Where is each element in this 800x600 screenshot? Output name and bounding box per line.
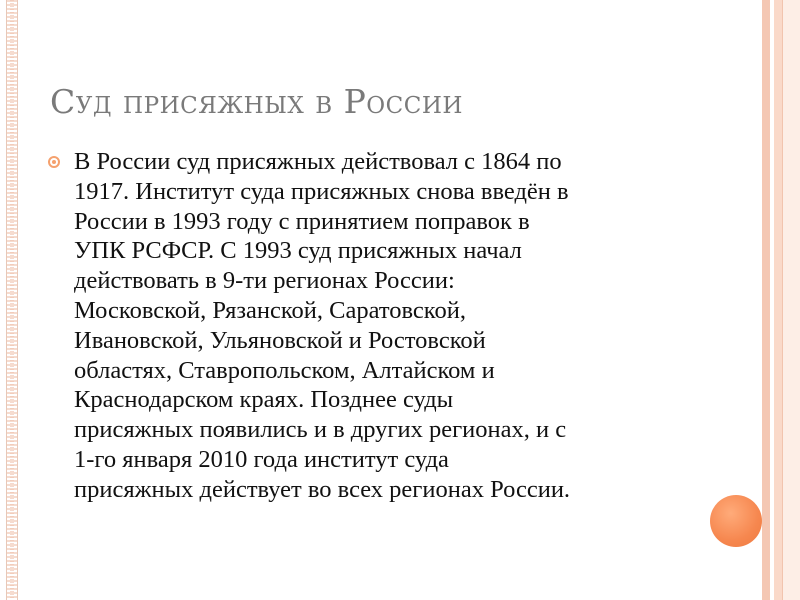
text-line: В России суд присяжных действовал с 1864 по [74, 148, 562, 175]
stripe [774, 0, 782, 600]
text-line: Ивановской, Ульяновской и Ростовской [74, 326, 486, 354]
slide-content [48, 147, 698, 505]
right-decorative-stripes [762, 0, 800, 600]
bullet-text [74, 147, 694, 505]
left-decorative-border [6, 0, 18, 600]
orange-circle-icon [710, 495, 762, 547]
text-line: Краснодарском краях. Позднее суды [74, 386, 454, 414]
text-line: областях, Ставропольском, Алтайском и [74, 356, 495, 384]
stripe [782, 0, 800, 600]
stripe [762, 0, 770, 600]
ring-bullet-icon [48, 156, 60, 168]
text-line: действовать в 9-ти регионах России: [74, 267, 455, 295]
slide-title: Суд присяжных в России [50, 82, 463, 121]
text-line: России в 1993 году с принятием поправок в [74, 207, 530, 235]
text-line: 1917. Институт суда присяжных снова введён в [74, 177, 569, 205]
bullet-item [48, 147, 698, 505]
text-line: Московской, Рязанской, Саратовской, [74, 296, 466, 324]
text-line: УПК РСФСР. С 1993 суд присяжных начал [74, 237, 522, 265]
text-line: присяжных появились и в других регионах, и с [74, 416, 567, 444]
text-line: 1-го января 2010 года институт суда [74, 445, 449, 473]
text-line: присяжных действует во всех регионах России. [74, 475, 571, 503]
